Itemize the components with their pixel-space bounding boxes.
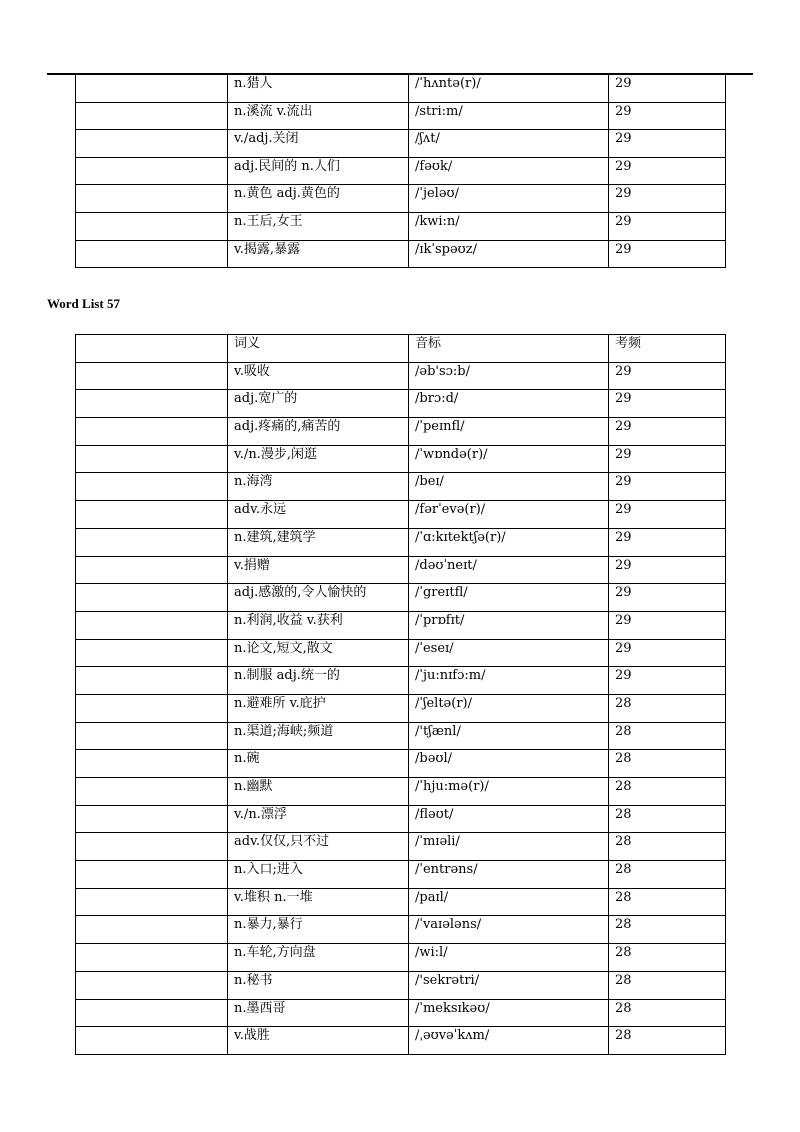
cell-frequency: 28: [609, 999, 726, 1027]
cell-meaning: n.建筑,建筑学: [228, 528, 409, 556]
cell-phonetic: /əb'sɔ:b/: [409, 362, 609, 390]
cell-word: [76, 102, 228, 130]
cell-frequency: 28: [609, 888, 726, 916]
table-row: [76, 833, 726, 861]
table-row: [76, 916, 726, 944]
cell-frequency: 28: [609, 694, 726, 722]
cell-frequency: 29: [609, 212, 726, 240]
cell-phonetic: /ˈhʌntə(r)/: [409, 75, 609, 103]
cell-frequency: 29: [609, 611, 726, 639]
cell-phonetic: /fəʊk/: [409, 157, 609, 185]
vocab-table-word-list-57-body: [76, 335, 726, 1055]
cell-frequency: 29: [609, 418, 726, 446]
cell-meaning: v.捐赠: [228, 556, 409, 584]
cell-phonetic: /fərˈevə(r)/: [409, 501, 609, 529]
cell-frequency: 28: [609, 916, 726, 944]
table-header-row: [76, 335, 726, 363]
cell-meaning: n.入口;进入: [228, 861, 409, 889]
cell-meaning: n.王后,女王: [228, 212, 409, 240]
cell-phonetic: /fləʊt/: [409, 805, 609, 833]
cell-phonetic: /ɪkˈspəʊz/: [409, 240, 609, 268]
cell-meaning: n.海湾: [228, 473, 409, 501]
cell-frequency: 29: [609, 240, 726, 268]
cell-meaning: n.墨西哥: [228, 999, 409, 1027]
cell-phonetic: /ˈmeksɪkəʊ/: [409, 999, 609, 1027]
cell-word: [76, 418, 228, 446]
cell-word: [76, 916, 228, 944]
cell-word: [76, 667, 228, 695]
cell-phonetic: /ˈvaɪələns/: [409, 916, 609, 944]
table-row: [76, 888, 726, 916]
cell-frequency: 29: [609, 185, 726, 213]
cell-frequency: 28: [609, 750, 726, 778]
header-meaning: 词义: [228, 335, 409, 363]
table-row: [76, 944, 726, 972]
cell-phonetic: /beɪ/: [409, 473, 609, 501]
cell-phonetic: /kwi:n/: [409, 212, 609, 240]
cell-phonetic: /ˈju:nɪfɔ:m/: [409, 667, 609, 695]
cell-phonetic: /ˈjeləʊ/: [409, 185, 609, 213]
cell-word: [76, 157, 228, 185]
cell-phonetic: /ˈgreɪtfl/: [409, 584, 609, 612]
table-row: [76, 473, 726, 501]
table-row: [76, 212, 726, 240]
cell-frequency: 29: [609, 584, 726, 612]
table-row: [76, 861, 726, 889]
cell-phonetic: /wi:l/: [409, 944, 609, 972]
cell-word: [76, 778, 228, 806]
cell-frequency: 29: [609, 501, 726, 529]
cell-frequency: 29: [609, 157, 726, 185]
cell-frequency: 28: [609, 722, 726, 750]
cell-frequency: 29: [609, 667, 726, 695]
cell-word: [76, 833, 228, 861]
cell-phonetic: /ʃʌt/: [409, 130, 609, 158]
cell-frequency: 28: [609, 861, 726, 889]
cell-meaning: v./n.漫步,闲逛: [228, 445, 409, 473]
cell-frequency: 29: [609, 390, 726, 418]
cell-frequency: 29: [609, 445, 726, 473]
table-row: [76, 1027, 726, 1055]
cell-meaning: n.黄色 adj.黄色的: [228, 185, 409, 213]
cell-meaning: n.碗: [228, 750, 409, 778]
cell-word: [76, 888, 228, 916]
cell-meaning: v.吸收: [228, 362, 409, 390]
table-row: [76, 805, 726, 833]
cell-word: [76, 130, 228, 158]
cell-phonetic: /ˈpeɪnfl/: [409, 418, 609, 446]
header-word: [76, 335, 228, 363]
cell-word: [76, 999, 228, 1027]
cell-meaning: adj.民间的 n.人们: [228, 157, 409, 185]
cell-frequency: 28: [609, 778, 726, 806]
table-row: [76, 694, 726, 722]
cell-meaning: adv.仅仅,只不过: [228, 833, 409, 861]
cell-frequency: 28: [609, 944, 726, 972]
cell-frequency: 28: [609, 1027, 726, 1055]
cell-word: [76, 528, 228, 556]
table-row: [76, 999, 726, 1027]
cell-word: [76, 240, 228, 268]
cell-phonetic: /ˈmɪəli/: [409, 833, 609, 861]
cell-word: [76, 805, 228, 833]
table-row: [76, 75, 726, 103]
cell-word: [76, 556, 228, 584]
cell-word: [76, 971, 228, 999]
table-row: [76, 501, 726, 529]
cell-word: [76, 212, 228, 240]
header-frequency: 考频: [609, 335, 726, 363]
cell-word: [76, 501, 228, 529]
cell-phonetic: /stri:m/: [409, 102, 609, 130]
cell-meaning: adj.宽广的: [228, 390, 409, 418]
cell-frequency: 29: [609, 639, 726, 667]
vocab-table-continued-body: [76, 75, 726, 268]
cell-meaning: v.揭露,暴露: [228, 240, 409, 268]
table-row: [76, 639, 726, 667]
cell-phonetic: /'sekrətri/: [409, 971, 609, 999]
cell-frequency: 29: [609, 528, 726, 556]
cell-phonetic: /'tʃænl/: [409, 722, 609, 750]
table-row: [76, 722, 726, 750]
cell-phonetic: /ˈʃeltə(r)/: [409, 694, 609, 722]
cell-meaning: v./adj.关闭: [228, 130, 409, 158]
cell-word: [76, 750, 228, 778]
table-row: [76, 667, 726, 695]
cell-meaning: n.秘书: [228, 971, 409, 999]
cell-word: [76, 362, 228, 390]
table-row: [76, 390, 726, 418]
cell-meaning: n.渠道;海峡;频道: [228, 722, 409, 750]
cell-phonetic: /ˌəʊvəˈkʌm/: [409, 1027, 609, 1055]
cell-frequency: 29: [609, 473, 726, 501]
table-row: [76, 611, 726, 639]
cell-frequency: 28: [609, 833, 726, 861]
cell-phonetic: /dəʊˈneɪt/: [409, 556, 609, 584]
cell-frequency: 29: [609, 362, 726, 390]
cell-meaning: v.堆积 n.一堆: [228, 888, 409, 916]
cell-phonetic: /ˈhju:mə(r)/: [409, 778, 609, 806]
cell-word: [76, 694, 228, 722]
table-row: [76, 240, 726, 268]
cell-frequency: 29: [609, 130, 726, 158]
cell-meaning: n.溪流 v.流出: [228, 102, 409, 130]
cell-frequency: 28: [609, 971, 726, 999]
cell-frequency: 29: [609, 75, 726, 103]
table-row: [76, 584, 726, 612]
cell-phonetic: /ˈeseɪ/: [409, 639, 609, 667]
cell-meaning: adv.永远: [228, 501, 409, 529]
vocab-table-word-list-57: [75, 334, 726, 1055]
cell-word: [76, 185, 228, 213]
cell-meaning: n.幽默: [228, 778, 409, 806]
cell-phonetic: /bəʊl/: [409, 750, 609, 778]
table-row: [76, 445, 726, 473]
table-row: [76, 102, 726, 130]
cell-phonetic: /ˈɑ:kɪtektʃə(r)/: [409, 528, 609, 556]
table-row: [76, 130, 726, 158]
cell-word: [76, 639, 228, 667]
table-row: [76, 362, 726, 390]
cell-word: [76, 611, 228, 639]
table-row: [76, 528, 726, 556]
cell-phonetic: /paɪl/: [409, 888, 609, 916]
cell-meaning: v.战胜: [228, 1027, 409, 1055]
table-row: [76, 418, 726, 446]
cell-meaning: n.猎人: [228, 75, 409, 103]
cell-phonetic: /brɔ:d/: [409, 390, 609, 418]
cell-meaning: n.论文,短文,散文: [228, 639, 409, 667]
cell-frequency: 28: [609, 805, 726, 833]
cell-frequency: 29: [609, 102, 726, 130]
cell-meaning: adj.感激的,令人愉快的: [228, 584, 409, 612]
section-title: Word List 57: [47, 296, 120, 311]
cell-meaning: v./n.漂浮: [228, 805, 409, 833]
cell-meaning: n.车轮,方向盘: [228, 944, 409, 972]
cell-meaning: n.避难所 v.庇护: [228, 694, 409, 722]
cell-phonetic: /ˈwɒndə(r)/: [409, 445, 609, 473]
header-phonetic: 音标: [409, 335, 609, 363]
table-row: [76, 556, 726, 584]
cell-word: [76, 584, 228, 612]
cell-meaning: adj.疼痛的,痛苦的: [228, 418, 409, 446]
table-row: [76, 778, 726, 806]
cell-frequency: 29: [609, 556, 726, 584]
cell-word: [76, 861, 228, 889]
table-row: [76, 157, 726, 185]
cell-meaning: n.制服 adj.统一的: [228, 667, 409, 695]
cell-word: [76, 1027, 228, 1055]
table-row: [76, 971, 726, 999]
cell-word: [76, 473, 228, 501]
cell-word: [76, 722, 228, 750]
cell-meaning: n.利润,收益 v.获利: [228, 611, 409, 639]
vocab-table-continued: [75, 74, 726, 268]
cell-word: [76, 944, 228, 972]
cell-word: [76, 390, 228, 418]
cell-word: [76, 75, 228, 103]
cell-word: [76, 445, 228, 473]
cell-meaning: n.暴力,暴行: [228, 916, 409, 944]
table-row: [76, 185, 726, 213]
table-row: [76, 750, 726, 778]
cell-phonetic: /ˈprɒfɪt/: [409, 611, 609, 639]
cell-phonetic: /ˈentrəns/: [409, 861, 609, 889]
